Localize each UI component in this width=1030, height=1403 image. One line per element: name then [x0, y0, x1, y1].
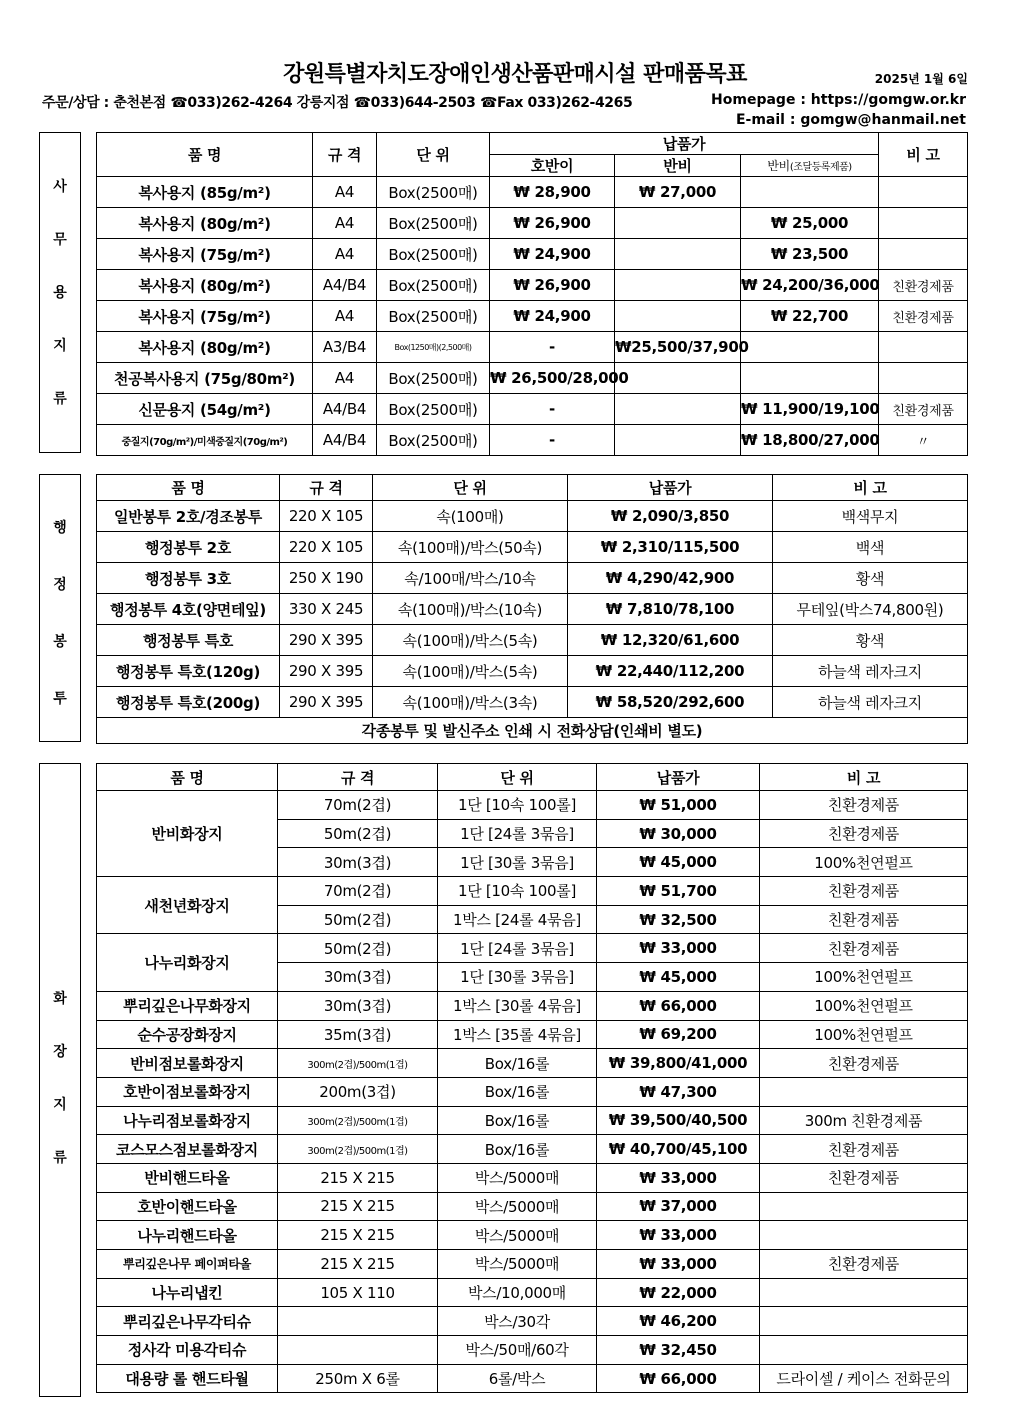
product-unit: Box(2500매)	[377, 270, 490, 301]
table-row	[97, 1336, 968, 1365]
product-unit: 1박스 [24롤 4묶음]	[438, 905, 597, 934]
product-unit: 박스/30각	[438, 1307, 597, 1336]
product-unit: 속(100매)/박스(3속)	[373, 687, 568, 718]
product-note: 친환경제품	[760, 819, 968, 848]
header-note: 비 고	[773, 475, 968, 501]
product-spec: A3/B4	[313, 332, 377, 363]
product-price: ₩ 4,290/42,900	[568, 563, 773, 594]
product-spec	[278, 1307, 438, 1336]
product-note	[760, 1077, 968, 1106]
product-name: 복사용지 (75g/m²)	[97, 239, 313, 270]
product-price: ₩ 47,300	[597, 1077, 760, 1106]
price-hobani: ₩ 24,900	[490, 239, 615, 270]
product-price: ₩ 33,000	[597, 1250, 760, 1279]
category-char: 장	[53, 1044, 67, 1060]
product-note: 무테잎(박스74,800원)	[773, 594, 968, 625]
product-price: ₩ 33,000	[597, 1221, 760, 1250]
table-row	[97, 363, 968, 394]
product-spec: 70m(2겹)	[278, 877, 438, 906]
price-banbi-procurement	[741, 332, 879, 363]
product-note: 친환경제품	[760, 1135, 968, 1164]
tissue-table	[96, 763, 968, 1393]
price-banbi-procurement: ₩ 23,500	[741, 239, 879, 270]
product-price: ₩ 45,000	[597, 963, 760, 992]
product-note: 100%천연펄프	[760, 991, 968, 1020]
product-price: ₩ 58,520/292,600	[568, 687, 773, 718]
category-char: 정	[53, 577, 67, 593]
product-spec: A4	[313, 363, 377, 394]
product-spec: 50m(2겹)	[278, 905, 438, 934]
product-spec: 70m(2겹)	[278, 791, 438, 820]
header-price: 납품가	[597, 764, 760, 791]
product-price: ₩ 22,000	[597, 1278, 760, 1307]
product-unit: Box(2500매)	[377, 177, 490, 208]
product-price: ₩ 32,500	[597, 905, 760, 934]
product-price: ₩ 39,800/41,000	[597, 1049, 760, 1078]
table-row	[97, 877, 968, 906]
price-banbi	[615, 425, 741, 456]
product-unit: Box(2500매)	[377, 363, 490, 394]
price-hobani: ₩ 28,900	[490, 177, 615, 208]
product-note: 친환경제품	[760, 1163, 968, 1192]
product-note: 하늘색 레자크지	[773, 656, 968, 687]
product-unit: Box(2500매)	[377, 394, 490, 425]
price-hobani: ₩ 26,500/28,000	[490, 363, 615, 394]
table-row	[97, 1250, 968, 1279]
price-banbi-procurement: ₩ 18,800/27,000	[741, 425, 879, 456]
header-unit: 단 위	[438, 764, 597, 791]
table-row	[97, 532, 968, 563]
product-note	[760, 1221, 968, 1250]
product-name: 행정봉투 4호(양면테잎)	[97, 594, 280, 625]
product-spec: 215 X 215	[278, 1221, 438, 1250]
product-spec: 35m(3겹)	[278, 1020, 438, 1049]
product-name: 정사각 미용각티슈	[97, 1336, 278, 1365]
product-spec: 50m(2겹)	[278, 819, 438, 848]
category-char: 사	[53, 179, 67, 195]
product-price: ₩ 66,000	[597, 1364, 760, 1393]
table-row	[97, 208, 968, 239]
product-note: 100%천연펄프	[760, 1020, 968, 1049]
product-name: 반비화장지	[97, 791, 278, 877]
price-banbi	[615, 208, 741, 239]
price-banbi: ₩25,500/37,900	[615, 332, 741, 363]
product-note	[760, 1336, 968, 1365]
table-row	[97, 425, 968, 456]
table-row	[97, 563, 968, 594]
header-price-banbi: 반비	[615, 155, 741, 177]
table-row	[97, 934, 968, 963]
product-name: 호반이점보롤화장지	[97, 1077, 278, 1106]
product-name: 순수공장화장지	[97, 1020, 278, 1049]
table-row	[97, 991, 968, 1020]
product-unit: 속(100매)/박스(5속)	[373, 625, 568, 656]
table-row	[97, 656, 968, 687]
product-spec: 30m(3겹)	[278, 848, 438, 877]
table-row	[97, 1278, 968, 1307]
product-price: ₩ 32,450	[597, 1336, 760, 1365]
category-char: 봉	[53, 634, 67, 650]
product-spec: 290 X 395	[280, 656, 373, 687]
table-row	[97, 332, 968, 363]
product-unit: 1단 [24롤 3묶음]	[438, 934, 597, 963]
price-hobani: -	[490, 394, 615, 425]
table-row	[97, 791, 968, 820]
product-price: ₩ 33,000	[597, 934, 760, 963]
price-banbi	[615, 239, 741, 270]
product-spec: A4	[313, 208, 377, 239]
product-note	[879, 239, 968, 270]
category-tissue	[39, 763, 81, 1397]
product-name: 나누리화장지	[97, 934, 278, 991]
product-price: ₩ 39,500/40,500	[597, 1106, 760, 1135]
product-unit: 박스/50매/60각	[438, 1336, 597, 1365]
product-unit: 1단 [10속 100롤]	[438, 791, 597, 820]
product-note: 친환경제품	[760, 877, 968, 906]
product-price: ₩ 2,310/115,500	[568, 532, 773, 563]
product-name: 나누리점보롤화장지	[97, 1106, 278, 1135]
product-unit: 1단 [30롤 3묶음]	[438, 963, 597, 992]
product-unit: Box(2500매)	[377, 239, 490, 270]
category-char: 무	[53, 232, 67, 248]
product-spec: 290 X 395	[280, 687, 373, 718]
product-name: 행정봉투 특호(120g)	[97, 656, 280, 687]
header-note: 비 고	[879, 133, 968, 177]
product-unit: Box/16롤	[438, 1077, 597, 1106]
table-row	[97, 1163, 968, 1192]
table-row	[97, 594, 968, 625]
product-note	[879, 177, 968, 208]
product-unit: 박스/5000매	[438, 1192, 597, 1221]
price-banbi-procurement: ₩ 22,700	[741, 301, 879, 332]
product-name: 복사용지 (85g/m²)	[97, 177, 313, 208]
product-spec: 215 X 215	[278, 1192, 438, 1221]
product-note: 친환경제품	[760, 934, 968, 963]
product-note: 친환경제품	[760, 791, 968, 820]
product-spec: 220 X 105	[280, 501, 373, 532]
page-title: 강원특별자치도장애인생산품판매시설 판매품목표	[283, 62, 747, 87]
header-note: 비 고	[760, 764, 968, 791]
product-spec: 200m(3겹)	[278, 1077, 438, 1106]
product-note	[879, 332, 968, 363]
product-spec: A4	[313, 301, 377, 332]
header-spec: 규 격	[280, 475, 373, 501]
table-row	[97, 1106, 968, 1135]
table-row	[97, 177, 968, 208]
product-spec: 290 X 395	[280, 625, 373, 656]
header-name: 품 명	[97, 475, 280, 501]
product-spec: 50m(2겹)	[278, 934, 438, 963]
category-char: 행	[53, 520, 67, 536]
table-row	[97, 394, 968, 425]
product-unit: Box(2500매)	[377, 208, 490, 239]
product-name: 호반이핸드타올	[97, 1192, 278, 1221]
category-char: 지	[53, 1097, 67, 1113]
product-price: ₩ 12,320/61,600	[568, 625, 773, 656]
product-unit: Box(1250매)(2,500매)	[377, 332, 490, 363]
product-spec: 250 X 190	[280, 563, 373, 594]
product-price: ₩ 22,440/112,200	[568, 656, 773, 687]
product-unit: 속(100매)/박스(10속)	[373, 594, 568, 625]
product-unit: 박스/5000매	[438, 1221, 597, 1250]
contact-info: 주문/상담 : 춘천본점 ☎033)262-4264 강릉지점 ☎033)644-2503 ☎Fax 033)262-4265	[42, 95, 633, 111]
product-note: 친환경제품	[879, 270, 968, 301]
product-note: 황색	[773, 563, 968, 594]
product-price: ₩ 51,000	[597, 791, 760, 820]
product-note: 백색	[773, 532, 968, 563]
product-price: ₩ 46,200	[597, 1307, 760, 1336]
product-spec	[278, 1336, 438, 1365]
product-name: 복사용지 (80g/m²)	[97, 208, 313, 239]
product-unit: Box/16롤	[438, 1049, 597, 1078]
product-spec: 300m(2겹)/500m(1겹)	[278, 1106, 438, 1135]
product-spec: 105 X 110	[278, 1278, 438, 1307]
product-unit: 박스/10,000매	[438, 1278, 597, 1307]
product-spec: 250m X 6롤	[278, 1364, 438, 1393]
product-spec: 300m(2겹)/500m(1겹)	[278, 1049, 438, 1078]
price-banbi: ₩ 27,000	[615, 177, 741, 208]
price-hobani: ₩ 26,900	[490, 208, 615, 239]
product-unit: 속(100매)/박스(50속)	[373, 532, 568, 563]
envelope-table	[96, 474, 968, 744]
price-banbi-procurement: ₩ 25,000	[741, 208, 879, 239]
product-note: 100%천연펄프	[760, 963, 968, 992]
product-price: ₩ 33,000	[597, 1163, 760, 1192]
product-name: 행정봉투 2호	[97, 532, 280, 563]
product-spec: 220 X 105	[280, 532, 373, 563]
product-spec: 215 X 215	[278, 1250, 438, 1279]
table-row	[97, 301, 968, 332]
product-unit: Box/16롤	[438, 1135, 597, 1164]
product-price: ₩ 37,000	[597, 1192, 760, 1221]
envelope-footer-note: 각종봉투 및 발신주소 인쇄 시 전화상담(인쇄비 별도)	[97, 718, 968, 744]
product-note: 100%천연펄프	[760, 848, 968, 877]
product-unit: 속(100매)/박스(5속)	[373, 656, 568, 687]
table-row	[97, 1135, 968, 1164]
office-paper-table	[96, 132, 968, 456]
header-unit: 단 위	[373, 475, 568, 501]
product-name: 복사용지 (75g/m²)	[97, 301, 313, 332]
product-unit: Box(2500매)	[377, 301, 490, 332]
product-note: 친환경제품	[760, 1049, 968, 1078]
product-name: 신문용지 (54g/m²)	[97, 394, 313, 425]
product-note: 친환경제품	[760, 905, 968, 934]
product-spec: A4/B4	[313, 270, 377, 301]
product-name: 뿌리깊은나무화장지	[97, 991, 278, 1020]
price-banbi-procurement: ₩ 11,900/19,100	[741, 394, 879, 425]
product-unit: 1단 [24롤 3묶음]	[438, 819, 597, 848]
product-unit: 속(100매)	[373, 501, 568, 532]
table-row	[97, 501, 968, 532]
product-name: 뿌리깊은나무 페이퍼타올	[97, 1250, 278, 1279]
product-unit: 박스/5000매	[438, 1250, 597, 1279]
product-name: 반비핸드타올	[97, 1163, 278, 1192]
product-price: ₩ 69,200	[597, 1020, 760, 1049]
product-spec: A4	[313, 177, 377, 208]
product-note: 친환경제품	[879, 394, 968, 425]
price-hobani: -	[490, 425, 615, 456]
table-row	[97, 1020, 968, 1049]
product-price: ₩ 66,000	[597, 991, 760, 1020]
header-price: 납품가	[568, 475, 773, 501]
product-note	[879, 363, 968, 394]
product-spec: A4	[313, 239, 377, 270]
price-hobani: ₩ 26,900	[490, 270, 615, 301]
product-unit: Box/16롤	[438, 1106, 597, 1135]
product-spec: A4/B4	[313, 394, 377, 425]
header-price-hobani: 호반이	[490, 155, 615, 177]
product-name: 천공복사용지 (75g/80m²)	[97, 363, 313, 394]
product-price: ₩ 7,810/78,100	[568, 594, 773, 625]
header-spec: 규 격	[313, 133, 377, 177]
product-spec: 30m(3겹)	[278, 963, 438, 992]
category-office-paper	[39, 132, 81, 453]
product-unit: 속/100매/박스/10속	[373, 563, 568, 594]
category-char: 지	[53, 338, 67, 354]
product-note: 친환경제품	[879, 301, 968, 332]
header-price: 납품가	[490, 133, 879, 155]
product-unit: 6롤/박스	[438, 1364, 597, 1393]
product-name: 중질지(70g/m²)/미색중질지(70g/m²)	[97, 425, 313, 456]
product-name: 대용량 롤 핸드타월	[97, 1364, 278, 1393]
header-price-banbi-procurement: 반비(조달등록제품)	[741, 155, 879, 177]
product-name: 나누리핸드타올	[97, 1221, 278, 1250]
product-spec: 300m(2겹)/500m(1겹)	[278, 1135, 438, 1164]
product-price: ₩ 2,090/3,850	[568, 501, 773, 532]
category-char: 류	[53, 391, 67, 407]
product-price: ₩ 45,000	[597, 848, 760, 877]
product-note	[760, 1278, 968, 1307]
product-note	[760, 1192, 968, 1221]
product-note: 백색무지	[773, 501, 968, 532]
price-hobani: -	[490, 332, 615, 363]
product-note: 〃	[879, 425, 968, 456]
email-link[interactable]: E-mail : gomgw@hanmail.net	[735, 112, 966, 128]
category-char: 투	[53, 691, 67, 707]
product-price: ₩ 30,000	[597, 819, 760, 848]
product-name: 뿌리깊은나무각티슈	[97, 1307, 278, 1336]
price-hobani: ₩ 24,900	[490, 301, 615, 332]
product-spec: 330 X 245	[280, 594, 373, 625]
price-banbi	[615, 270, 741, 301]
product-note	[760, 1307, 968, 1336]
header-name: 품 명	[97, 133, 313, 177]
table-row	[97, 1364, 968, 1393]
header-name: 품 명	[97, 764, 278, 791]
table-row	[97, 270, 968, 301]
product-unit: Box(2500매)	[377, 425, 490, 456]
product-unit: 1박스 [30롤 4묶음]	[438, 991, 597, 1020]
product-note: 친환경제품	[760, 1250, 968, 1279]
product-note: 300m 친환경제품	[760, 1106, 968, 1135]
product-unit: 1단 [10속 100롤]	[438, 877, 597, 906]
product-name: 코스모스점보롤화장지	[97, 1135, 278, 1164]
product-price: ₩ 40,700/45,100	[597, 1135, 760, 1164]
product-unit: 1박스 [35롤 4묶음]	[438, 1020, 597, 1049]
price-banbi-procurement	[741, 177, 879, 208]
homepage-link[interactable]: Homepage : https://gomgw.or.kr	[711, 92, 966, 108]
category-char: 류	[53, 1150, 67, 1166]
product-spec: 30m(3겹)	[278, 991, 438, 1020]
product-unit: 1단 [30롤 3묶음]	[438, 848, 597, 877]
table-row	[97, 239, 968, 270]
price-banbi	[615, 394, 741, 425]
product-note: 드라이셀 / 케이스 전화문의	[760, 1364, 968, 1393]
header-spec: 규 격	[278, 764, 438, 791]
product-note: 황색	[773, 625, 968, 656]
category-char: 화	[53, 991, 67, 1007]
table-row	[97, 1221, 968, 1250]
product-name: 일반봉투 2호/경조봉투	[97, 501, 280, 532]
product-name: 반비점보롤화장지	[97, 1049, 278, 1078]
table-row	[97, 1192, 968, 1221]
table-row	[97, 1307, 968, 1336]
product-name: 행정봉투 특호(200g)	[97, 687, 280, 718]
price-banbi	[615, 301, 741, 332]
table-row	[97, 687, 968, 718]
product-spec: A4/B4	[313, 425, 377, 456]
product-unit: 박스/5000매	[438, 1163, 597, 1192]
category-char: 용	[53, 285, 67, 301]
product-spec: 215 X 215	[278, 1163, 438, 1192]
product-name: 새천년화장지	[97, 877, 278, 934]
table-row	[97, 625, 968, 656]
price-banbi	[615, 363, 741, 394]
product-name: 행정봉투 3호	[97, 563, 280, 594]
product-note	[879, 208, 968, 239]
product-name: 복사용지 (80g/m²)	[97, 332, 313, 363]
issue-date: 2025년 1월 6일	[874, 72, 968, 86]
product-name: 행정봉투 특호	[97, 625, 280, 656]
price-banbi-procurement	[741, 363, 879, 394]
product-name: 복사용지 (80g/m²)	[97, 270, 313, 301]
category-envelopes	[39, 474, 81, 742]
price-banbi-procurement: ₩ 24,200/36,000	[741, 270, 879, 301]
table-row	[97, 1049, 968, 1078]
table-row	[97, 1077, 968, 1106]
product-price: ₩ 51,700	[597, 877, 760, 906]
header-unit: 단 위	[377, 133, 490, 177]
product-note: 하늘색 레자크지	[773, 687, 968, 718]
product-name: 나누리냅킨	[97, 1278, 278, 1307]
